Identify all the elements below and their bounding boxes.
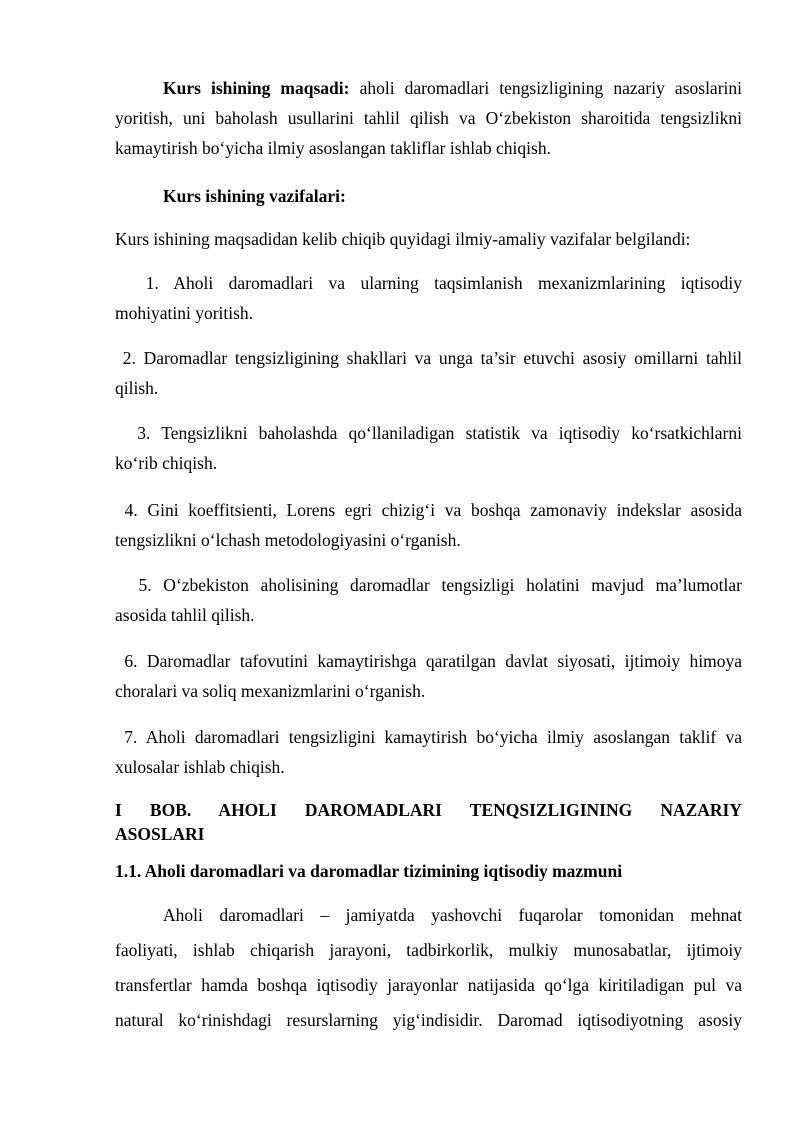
task-4-line-1: 4. Gini koeffitsienti, Lorens egri chizig‘i va boshqa zamonaviy indekslar asosida [115,500,742,520]
section-title: 1.1. Aholi daromadlari va daromadlar tizimining iqtisodiy mazmuni [115,861,623,881]
task-item-4 [115,495,742,555]
task-5-line-1: 5. O‘zbekiston aholisining daromadlar tengsizligi holatini mavjud ma’lumotlar [115,575,742,595]
task-item-7 [115,722,742,782]
task-item-2 [115,343,742,403]
task-5-line-2: asosida tahlil qilish. [115,605,255,625]
body-line-3: transfertlar hamda boshqa iqtisodiy jarayonlar natijasida qo‘lga kiritiladigan pul va [115,975,742,995]
task-3-line-2: ko‘rib chiqish. [115,453,218,473]
tasks-intro: Kurs ishining maqsadidan kelib chiqib quyidagi ilmiy-amaliy vazifalar belgilandi: [115,229,691,249]
task-item-5 [115,570,742,630]
goal-line-1-text: aholi daromadlari tengsizligining nazariy asoslarini [349,78,742,98]
goal-line-3: kamaytirish bo‘yicha ilmiy asoslangan takliflar ishlab chiqish. [115,138,551,158]
task-2-line-2: qilish. [115,378,159,398]
task-4-line-2: tengsizlikni o‘lchash metodologiyasini o‘rganish. [115,530,461,550]
task-3-line-1: 3. Tengsizlikni baholashda qo‘llaniladigan statistik va iqtisodiy ko‘rsatkichlarni [115,423,742,443]
tasks-heading-text: Kurs ishining vazifalari: [163,186,346,206]
tasks-heading-block [115,181,742,211]
task-item-1 [115,268,742,328]
chapter-heading [115,798,742,846]
task-1-line-2: mohiyatini yoritish. [115,303,254,323]
body-line-4: natural ko‘rinishdagi resurslarning yig‘indisidir. Daromad iqtisodiyotning asosiy [115,1010,742,1030]
task-1-line-1: 1. Aholi daromadlari va ularning taqsimlanish mexanizmlarining iqtisodiy [115,273,742,293]
chapter-heading-line-2: ASOSLARI [115,824,205,844]
task-item-3 [115,418,742,478]
goal-line-2: yoritish, uni baholash usullarini tahlil qilish va O‘zbekiston sharoitida tengsizlikni [115,108,742,128]
chapter-heading-line-1: I BOB. AHOLI DAROMADLARI TENQSIZLIGINING NAZARIY [115,800,742,820]
task-7-line-1: 7. Aholi daromadlari tengsizligini kamaytirish bo‘yicha ilmiy asoslangan taklif va [115,727,742,747]
task-2-line-1: 2. Daromadlar tengsizligining shakllari va unga ta’sir etuvchi asosiy omillarni tahlil [115,348,742,368]
goal-label: Kurs ishining maqsadi: [163,78,350,98]
task-6-line-1: 6. Daromadlar tafovutini kamaytirishga qaratilgan davlat siyosati, ijtimoiy himoya [115,651,742,671]
section-title-block [115,856,742,886]
body-line-1: Aholi daromadlari – jamiyatda yashovchi fuqarolar tomonidan mehnat [163,905,742,925]
body-line-2: faoliyati, ishlab chiqarish jarayoni, tadbirkorlik, mulkiy munosabatlar, ijtimoiy [115,940,742,960]
goal-paragraph [115,73,742,163]
task-6-line-2: choralari va soliq mexanizmlarini o‘rganish. [115,681,426,701]
body-paragraph [115,898,742,1038]
task-7-line-2: xulosalar ishlab chiqish. [115,757,285,777]
goal-line-1 [115,73,742,103]
tasks-intro-block [115,224,742,254]
tasks-heading [115,181,742,211]
task-item-6 [115,646,742,706]
